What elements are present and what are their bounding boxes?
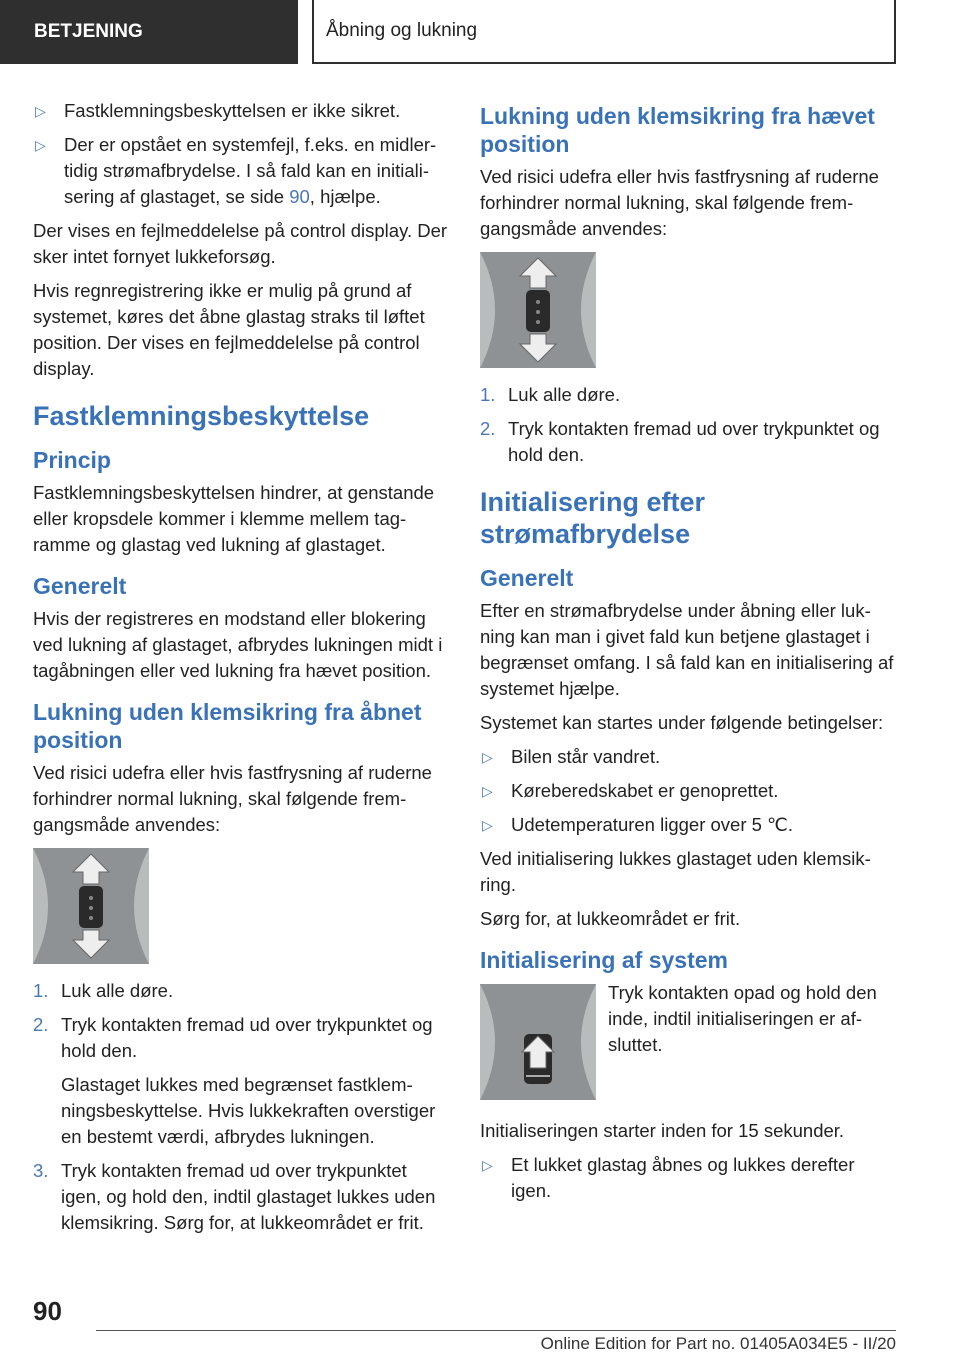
paragraph: Ved risici udefra eller hvis fastfrysning af ruderne forhindrer normal lukning, skal følgende fremgangsmåde anvendes: <box>33 762 432 835</box>
list-item <box>33 1158 449 1236</box>
triangle-bullet-icon: ▷ <box>482 783 493 799</box>
paragraph: Hvis der registreres en modstand eller blokering ved lukning af glastaget, afbrydes lukningen midt i tagåbningen eller ved lukning fra hævet position. <box>33 608 443 681</box>
list-item-text: Bilen står vandret. <box>511 746 661 767</box>
triangle-bullet-icon: ▷ <box>482 749 493 765</box>
roof-switch-up-image <box>480 984 596 1100</box>
list-item-text: Køreberedskabet er genoprettet. <box>511 780 779 801</box>
step-text: Tryk kontakten fremad ud over trykpunktet og hold den. <box>61 1014 433 1061</box>
subheading: Lukning uden klemsikring fra åbnet position <box>33 699 422 753</box>
list-item <box>480 744 896 770</box>
step-number: 2. <box>33 1014 49 1035</box>
paragraph: Efter en strømafbrydelse under åbning eller lukning kan man i givet fald kun betjene glastaget i begrænset omfang. I så fald kan en initialisering af systemet hjælpe. <box>480 600 894 699</box>
step-number: 1. <box>33 980 49 1001</box>
paragraph: Fastklemningsbeskyttelsen hindrer, at genstande eller kropsdele kommer i klemme mellem tagramme og glastag ved lukning af glastaget. <box>33 482 435 555</box>
subheading: Princip <box>33 447 111 473</box>
paragraph: Der vises en fejlmeddelelse på control display. Der sker intet fornyet lukkeforsøg. <box>33 220 448 267</box>
list-item-text: Udetemperaturen ligger over 5 ℃. <box>511 814 793 835</box>
step-number: 2. <box>480 418 496 439</box>
list-item <box>480 416 896 468</box>
triangle-bullet-icon: ▷ <box>35 103 46 119</box>
step-text: Luk alle døre. <box>508 384 621 405</box>
roof-switch-image <box>480 252 596 368</box>
list-item <box>480 778 896 804</box>
text-part: Der er opstået en systemfejl, f.eks. en midlertidig strømafbrydelse. I så fald kan en initialisering af glastaget, se side <box>64 134 437 207</box>
paragraph: Initialiseringen starter inden for 15 sekunder. <box>480 1120 845 1141</box>
paragraph: Systemet kan startes under følgende betingelser: <box>480 712 884 733</box>
paragraph: Ved risici udefra eller hvis fastfrysning af ruderne forhindrer normal lukning, skal følgende fremgangsmåde anvendes: <box>480 166 879 239</box>
right-column <box>480 98 896 1212</box>
step-text: Tryk kontakten fremad ud over trykpunktet igen, og hold den, indtil glastaget lukkes uden klemsikring. Sørg for, at lukkeområdet er frit. <box>61 1160 436 1233</box>
step-number: 3. <box>33 1160 49 1181</box>
subheading: Generelt <box>480 565 574 591</box>
text-part: , hjælpe. <box>309 186 381 207</box>
step-body <box>61 1012 449 1150</box>
list-item <box>33 98 449 124</box>
list-item-text <box>64 132 449 210</box>
paragraph: Ved initialisering lukkes glastaget uden klemsikring. <box>480 848 871 895</box>
list-item <box>33 978 449 1004</box>
roof-switch-image <box>33 848 149 964</box>
subheading: Initialisering af system <box>480 947 728 973</box>
triangle-bullet-icon: ▷ <box>482 1157 493 1173</box>
list-item <box>480 812 896 838</box>
paragraph: Hvis regnregistrering ikke er mulig på grund af systemet, køres det åbne glastag straks til løftet position. Der vises en fejlmeddelelse på control display. <box>33 280 425 379</box>
subheading: Lukning uden klemsikring fra hævet position <box>480 103 875 157</box>
list-item <box>480 1152 896 1204</box>
init-system-block <box>480 980 896 1110</box>
paragraph: Tryk kontakten opad og hold den inde, indtil initialiseringen er afsluttet. <box>608 982 877 1055</box>
footer-edition: Online Edition for Part no. 01405A034E5 - II/20 <box>540 1334 896 1353</box>
page-link[interactable]: 90 <box>289 186 310 207</box>
triangle-bullet-icon: ▷ <box>482 817 493 833</box>
footer-divider <box>96 1330 896 1331</box>
section-heading: Fastklemningsbeskyttelse <box>33 401 370 431</box>
subheading: Generelt <box>33 573 127 599</box>
step-number: 1. <box>480 384 496 405</box>
list-item <box>33 1012 449 1150</box>
page-number: 90 <box>33 1296 62 1326</box>
left-column <box>33 98 449 1244</box>
header-title: Åbning og lukning <box>312 0 896 64</box>
section-heading: Initialisering efter strømafbrydelse <box>480 487 706 549</box>
list-item <box>480 382 896 408</box>
list-item-text: Fastklemningsbeskyttelsen er ikke sikret. <box>64 100 401 121</box>
step-text: Luk alle døre. <box>61 980 174 1001</box>
paragraph: Sørg for, at lukkeområdet er frit. <box>480 908 741 929</box>
triangle-bullet-icon: ▷ <box>35 137 46 153</box>
step-extra: Glastaget lukkes med begrænset fastklemningsbeskyttelse. Hvis lukkekraften overstiger en bestemt værdi, afbrydes lukningen. <box>61 1074 436 1147</box>
list-item <box>33 132 449 210</box>
list-item-text: Et lukket glastag åbnes og lukkes derefter igen. <box>511 1154 855 1201</box>
step-text: Tryk kontakten fremad ud over trykpunktet og hold den. <box>508 418 880 465</box>
header-section: BETJENING <box>0 0 298 64</box>
